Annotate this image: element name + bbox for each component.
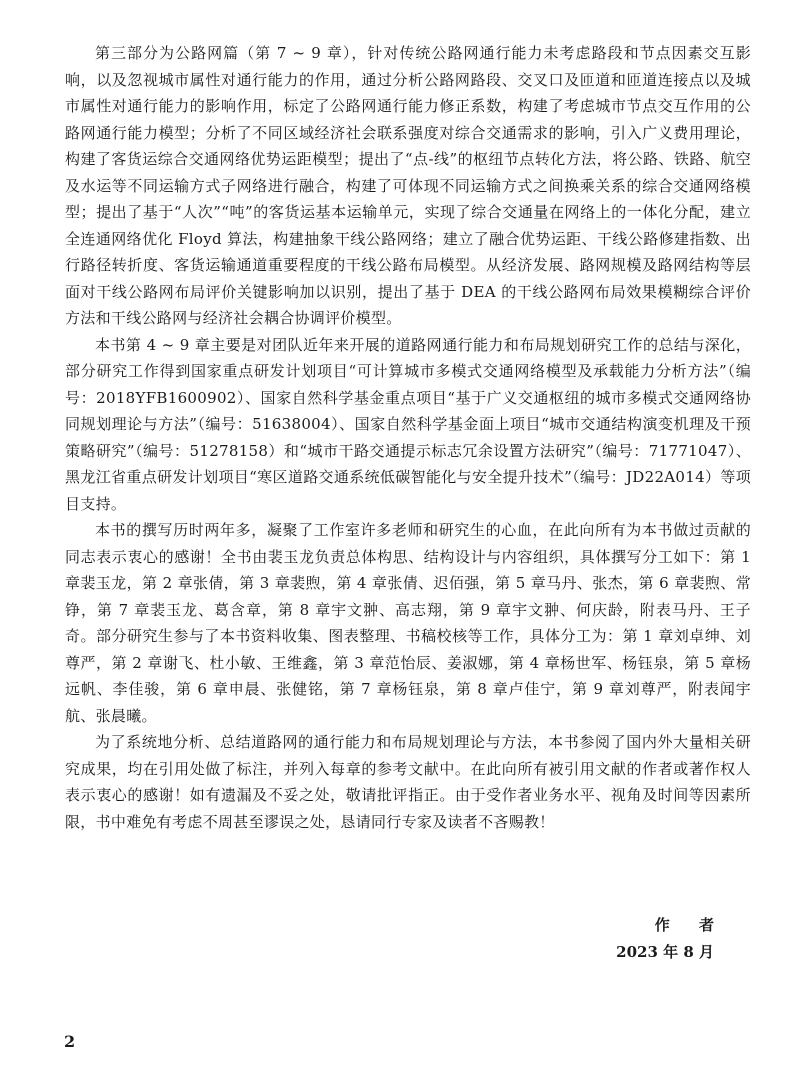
paragraph-acknowledgement: 本书的撰写历时两年多，凝聚了工作室许多老师和研究生的心血，在此向所有为本书做过贡献的同志表示衷心的感谢！全书由裴玉龙负责总体构思、结构设计与内容组织，具体撰写分工如下：第 1 章裴玉龙，第 2 章张倩，第 3 章裴煦，第 4 章张倩、迟佰强，第 5 章马丹、张杰，第 6 章裴煦、常铮，第 7 章裴玉龙、葛含章，第 8 章宇文翀、高志翔，第 9 章宇文翀、何庆龄，附表马丹、王子奇。部分研究生参与了本书资料收集、图表整理、书稿校核等工作，具体分工为：第 1 章刘卓绅、刘尊严，第 2 章谢飞、杜小敏、王维鑫，第 3 章范怡辰、姜淑娜，第 4 章杨世军、杨钰泉，第 5 章杨远帆、李佳骏，第 6 章申晨、张健铭，第 7 章杨钰泉，第 8 章卢佳宁，第 9 章刘尊严，附表闻宇航、张晨曦。 — [65, 521, 751, 725]
page-body — [65, 40, 751, 835]
paragraph-funding: 本书第 4 ~ 9 章主要是对团队近年来开展的道路网通行能力和布局规划研究工作的总结与深化，部分研究工作得到国家重点研发计划项目“可计算城市多模式交通网络模型及承载能力分析方法”（编号：2018YFB1600902）、国家自然科学基金重点项目“基于广义交通枢纽的城市多模式交通网络协同规划理论与方法”（编号：51638004）、国家自然科学基金面上项目“城市交通结构演变机理及干预策略研究”（编号：51278158）和“城市干路交通提示标志冗余设置方法研究”（编号：71771047）、黑龙江省重点研发计划项目“寒区道路交通系统低碳智能化与安全提升技术”（编号：JD22A014）等项目支持。 — [65, 335, 751, 513]
signature-date: 2023 年 8 月 — [616, 943, 714, 961]
page-number: 2 — [64, 1032, 76, 1051]
paragraph-references: 为了系统地分析、总结道路网的通行能力和布局规划理论与方法，本书参阅了国内外大量相关研究成果，均在引用处做了标注，并列入每章的参考文献中。在此向所有被引用文献的作者或著作权人表示衷心的感谢！如有遗漏及不妥之处，敬请批评指正。由于受作者业务水平、视角及时间等因素所限，书中难免有考虑不周甚至谬误之处，恳请同行专家及读者不吝赐教！ — [65, 733, 751, 831]
signature-author: 作 者 — [654, 916, 726, 934]
paragraph-part-three: 第三部分为公路网篇（第 7 ~ 9 章），针对传统公路网通行能力未考虑路段和节点因素交互影响，以及忽视城市属性对通行能力的作用，通过分析公路网路段、交叉口及匝道和匝道连接点以及城市属性对通行能力的影响作用，标定了公路网通行能力修正系数，构建了考虑城市节点交互作用的公路网通行能力模型；分析了不同区域经济社会联系强度对综合交通需求的影响，引入广义费用理论，构建了客货运综合交通网络优势运距模型；提出了“点-线”的枢纽节点转化方法，将公路、铁路、航空及水运等不同运输方式子网络进行融合，构建了可体现不同运输方式之间换乘关系的综合交通网络模型；提出了基于“人次”“吨”的客货运基本运输单元，实现了综合交通量在网络上的一体化分配，建立全连通网络优化 Floyd 算法，构建抽象干线公路网络；建立了融合优势运距、干线公路修建指数、出行路径转折度、客货运输通道重要程度的干线公路布局模型。从经济发展、路网规模及路网结构等层面对干线公路网布局评价关键影响加以识别，提出了基于 DEA 的干线公路网布局效果模糊综合评价方法和干线公路网与经济社会耦合协调评价模型。 — [65, 44, 751, 327]
signature-block — [616, 912, 726, 966]
